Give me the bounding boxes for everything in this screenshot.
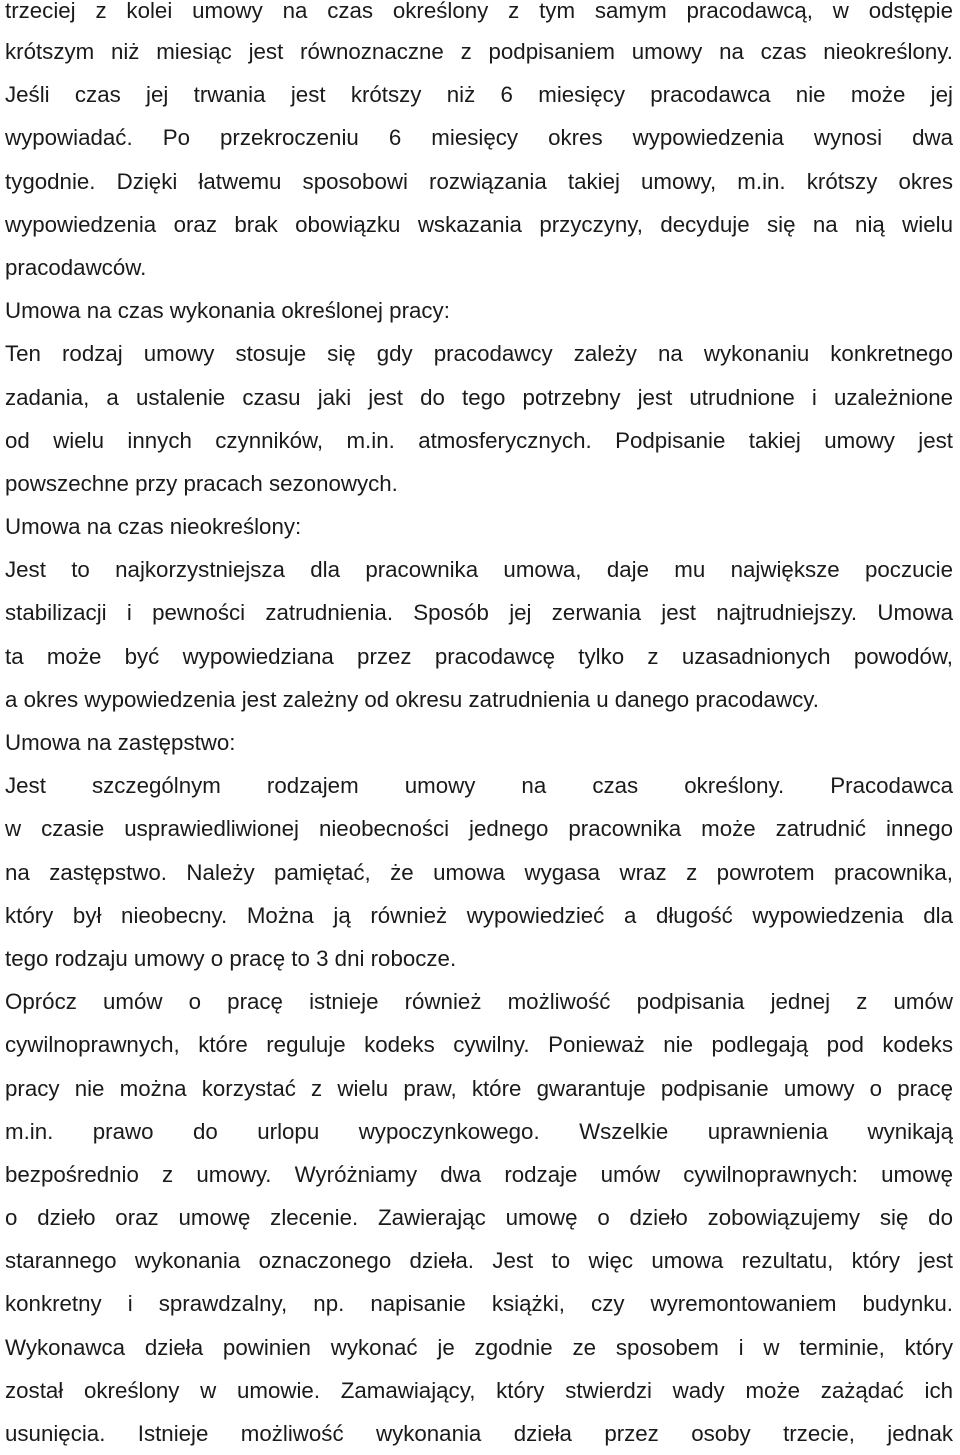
text-line: usunięcia. Istnieje możliwość wykonania dzieła przez osoby trzecie, jednak: [5, 1421, 953, 1446]
text-line: m.in. prawo do urlopu wypoczynkowego. Wszelkie uprawnienia wynikają: [5, 1118, 953, 1144]
text-line: Jest szczególnym rodzajem umowy na czas określony. Pracodawca: [5, 773, 953, 799]
document-page: [5, 0, 953, 1455]
text-line: pracy nie można korzystać z wielu praw, które gwarantuje podpisanie umowy o pracę: [5, 1075, 953, 1101]
text-line: został określony w umowie. Zamawiający, który stwierdzi wady może zażądać ich: [5, 1377, 953, 1403]
text-line: tygodnie. Dzięki łatwemu sposobowi rozwiązania takiej umowy, m.in. krótszy okres: [5, 168, 953, 194]
text-line: bezpośrednio z umowy. Wyróżniamy dwa rodzaje umów cywilnoprawnych: umowę: [5, 1161, 953, 1187]
text-line: a okres wypowiedzenia jest zależny od okresu zatrudnienia u danego pracodawcy.: [5, 686, 819, 712]
text-line: Jeśli czas jej trwania jest krótszy niż 6 miesięcy pracodawca nie może jej: [5, 82, 953, 108]
text-line: tego rodzaju umowy o pracę to 3 dni robocze.: [5, 945, 457, 971]
text-line: wypowiadać. Po przekroczeniu 6 miesięcy okres wypowiedzenia wynosi dwa: [5, 125, 953, 151]
text-line: zadania, a ustalenie czasu jaki jest do tego potrzebny jest utrudnione i uzależnione: [5, 384, 953, 410]
text-line: Wykonawca dzieła powinien wykonać je zgodnie ze sposobem i w terminie, który: [5, 1334, 953, 1360]
text-line: od wielu innych czynników, m.in. atmosferycznych. Podpisanie takiej umowy jest: [5, 427, 953, 453]
text-line: o dzieło oraz umowę zlecenie. Zawierając umowę o dzieło zobowiązujemy się do: [5, 1205, 953, 1231]
text-line: pracodawców.: [5, 254, 147, 280]
text-line: Oprócz umów o pracę istnieje również możliwość podpisania jednej z umów: [5, 989, 953, 1015]
text-line: na zastępstwo. Należy pamiętać, że umowa wygasa wraz z powrotem pracownika,: [5, 859, 953, 885]
text-line: powszechne przy pracach sezonowych.: [5, 470, 398, 496]
text-line: Umowa na zastępstwo:: [5, 730, 236, 755]
text-line: ta może być wypowiedziana przez pracodawcę tylko z uzasadnionych powodów,: [5, 643, 953, 669]
text-line: który był nieobecny. Można ją również wypowiedzieć a długość wypowiedzenia dla: [5, 902, 953, 928]
text-line: konkretny i sprawdzalny, np. napisanie książki, czy wyremontowaniem budynku.: [5, 1291, 953, 1317]
text-line: wypowiedzenia oraz brak obowiązku wskazania przyczyny, decyduje się na nią wielu: [5, 211, 953, 237]
text-line: Ten rodzaj umowy stosuje się gdy pracodawcy zależy na wykonaniu konkretnego: [5, 341, 953, 367]
text-line: cywilnoprawnych, które reguluje kodeks cywilny. Ponieważ nie podlegają pod kodeks: [5, 1032, 953, 1058]
text-line: Jest to najkorzystniejsza dla pracownika umowa, daje mu największe poczucie: [5, 557, 953, 583]
text-line: stabilizacji i pewności zatrudnienia. Sposób jej zerwania jest najtrudniejszy. Umowa: [5, 600, 953, 626]
text-line: starannego wykonania oznaczonego dzieła. Jest to więc umowa rezultatu, który jest: [5, 1248, 953, 1274]
text-line: trzeciej z kolei umowy na czas określony z tym samym pracodawcą, w odstępie: [5, 0, 953, 23]
text-line: w czasie usprawiedliwionej nieobecności jednego pracownika może zatrudnić innego: [5, 816, 953, 842]
text-line: krótszym niż miesiąc jest równoznaczne z podpisaniem umowy na czas nieokreślony.: [5, 39, 953, 64]
text-line: Umowa na czas nieokreślony:: [5, 514, 302, 540]
text-line: Umowa na czas wykonania określonej pracy:: [5, 298, 450, 324]
